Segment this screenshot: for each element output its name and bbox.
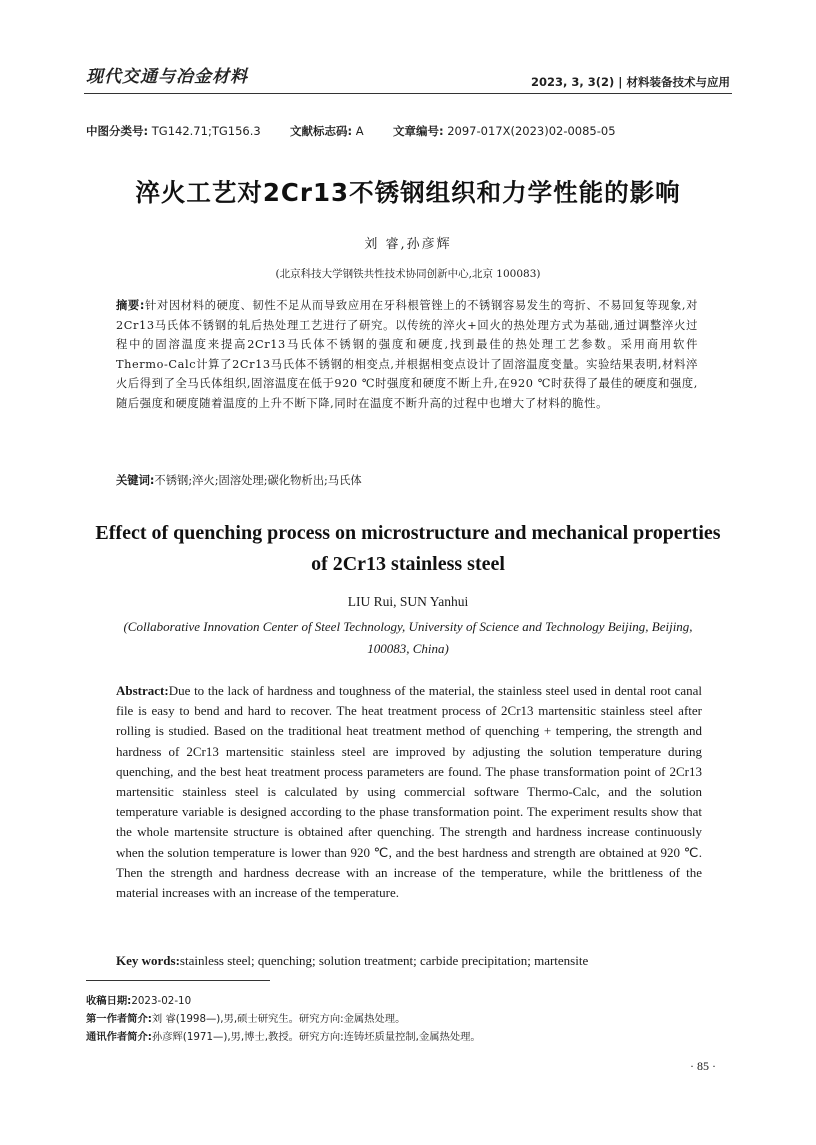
title-english: Effect of quenching process on microstructure and mechanical properties of 2Cr13 stainless steel <box>95 522 721 575</box>
first-author-label: 第一作者简介: <box>86 1013 152 1025</box>
received-label: 收稿日期: <box>86 995 132 1007</box>
running-head: 2023, 3, 3(2) | 材料装备技术与应用 <box>531 75 730 89</box>
abstract-english-label: Abstract: <box>116 683 169 698</box>
affiliation-english <box>110 616 706 659</box>
abstract-english <box>116 681 702 903</box>
affiliation-chinese: (北京科技大学钢铁共性技术协同创新中心,北京 100083) <box>275 268 541 280</box>
page-number: · 85 · <box>690 1059 716 1073</box>
article-number-value: 2097-017X(2023)02-0085-05 <box>447 124 616 138</box>
received-date <box>86 992 481 1010</box>
keywords-english-text: stainless steel; quenching; solution treatment; carbide precipitation; martensite <box>179 953 589 968</box>
affiliation-english-text: (Collaborative Innovation Center of Steel Technology, University of Science and Technology Beijing, Beijing, 100083, China) <box>123 619 693 656</box>
abstract-english-text: Due to the lack of hardness and toughness of the material, the stainless steel used in dental root canal file is easy to bend and hard to recover. The heat treatment process of 2Cr13 martensitic stainless steel after rolling is studied. Based on the traditional heat treatment method of quenching + tempering, the strength and hardness of 2Cr13 martensitic stainless steel are improved by adjusting the solution temperature during quenching, and the best heat treatment process parameters are found. The phase transformation point of 2Cr13 martensitic stainless steel is calculated by using commercial software Thermo-Calc, and the solution temperature variable is designed according to the phase transformation point. The experiment results show that the whole martensite structure is obtained after quenching. The strength and hardness increase continuously when the solution temperature is lower than 920 ℃, and the best hardness and strength are obtained at 920 ℃. Then the strength and hardness decrease with an increase of the temperature, while the brittleness of the material increases with an increase of the temperature. <box>116 683 702 901</box>
header-rule <box>84 93 732 94</box>
keywords-chinese-label: 关键词: <box>116 474 155 487</box>
footnotes <box>86 992 481 1046</box>
title-chinese: 淬火工艺对2Cr13不锈钢组织和力学性能的影响 <box>135 178 681 207</box>
abstract-chinese-text: 针对因材料的硬度、韧性不足从而导致应用在牙科根管锉上的不锈钢容易发生的弯折、不易回复等现象,对2Cr13马氏体不锈钢的轧后热处理工艺进行了研究。以传统的淬火+回火的热处理方式为基础,通过调整淬火过程中的固溶温度来提高2Cr13马氏体不锈钢的强度和硬度,找到最佳的热处理工艺参数。采用商用软件Thermo-Calc计算了2Cr13马氏体不锈钢的相变点,并根据相变点设计了固溶温度变量。实验结果表明,材料淬火后得到了全马氏体组织,固溶温度在低于920 ℃时强度和硬度不断上升,在920 ℃时获得了最佳的硬度和强度,随后强度和硬度随着温度的上升不断下降,同时在温度不断升高的过程中也增大了材料的脆性。 <box>116 299 698 410</box>
footnote-rule <box>86 980 270 981</box>
journal-logo: 现代交通与冶金材料 <box>86 67 248 87</box>
keywords-chinese-text: 不锈钢;淬火;固溶处理;碳化物析出;马氏体 <box>154 474 362 487</box>
corresponding-value: 孙彦辉(1971—),男,博士,教授。研究方向:连铸坯质量控制,金属热处理。 <box>151 1031 481 1043</box>
abstract-chinese-label: 摘要: <box>116 299 145 312</box>
authors-chinese: 刘 睿,孙彦辉 <box>364 237 452 252</box>
corresponding-label: 通讯作者简介: <box>86 1031 152 1043</box>
doc-code-label: 文献标志码: <box>290 124 353 138</box>
authors-english: LIU Rui, SUN Yanhui <box>347 594 469 609</box>
corresponding-author-note <box>86 1028 481 1046</box>
abstract-chinese <box>116 296 698 413</box>
article-number-label: 文章编号: <box>392 124 444 138</box>
clc-label: 中图分类号: <box>86 124 149 138</box>
classification-line <box>86 123 616 139</box>
received-value: 2023-02-10 <box>131 995 192 1007</box>
first-author-value: 刘 睿(1998—),男,硕士研究生。研究方向:金属热处理。 <box>151 1013 406 1025</box>
clc-value: TG142.71;TG156.3 <box>151 124 261 138</box>
first-author-note <box>86 1010 481 1028</box>
keywords-english <box>116 953 588 969</box>
doc-code-value: A <box>355 124 364 138</box>
keywords-english-label: Key words: <box>116 953 180 968</box>
keywords-chinese <box>116 472 362 488</box>
